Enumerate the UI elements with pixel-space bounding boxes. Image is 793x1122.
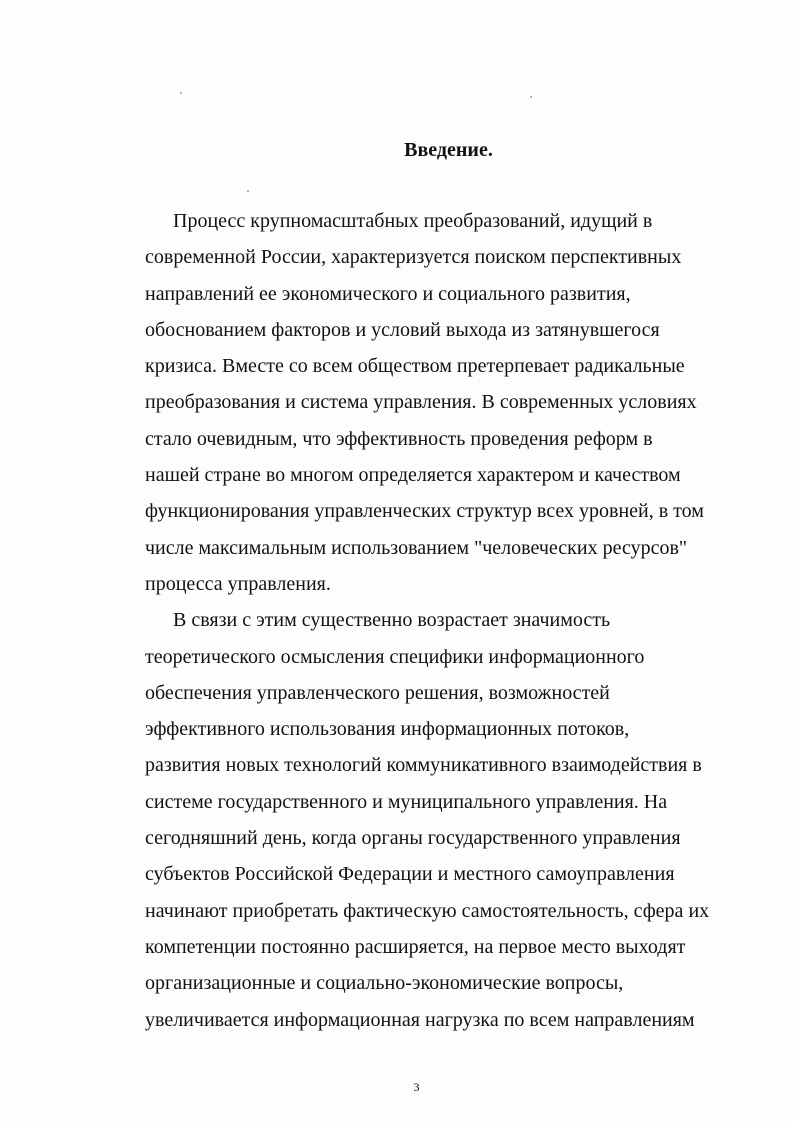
scan-speck [247, 190, 249, 192]
text-line: Процесс крупномасштабных преобразований, идущий в [173, 210, 653, 232]
text-line: числе максимальным использованием "человеческих ресурсов" [145, 536, 688, 559]
section-heading: Введение. [404, 139, 493, 161]
text-line: обеспечения управленческого решения, возможностей [145, 681, 610, 704]
text-line: обоснованием факторов и условий выхода из затянувшегося [145, 318, 660, 341]
text-line: сегодняшний день, когда органы государственного управления [145, 827, 681, 850]
page-number: 3 [413, 1080, 420, 1094]
scan-speck [530, 96, 532, 98]
text-line: функционирования управленческих структур всех уровней, в том [145, 500, 704, 523]
text-line: организационные и социально-экономические вопросы, [145, 972, 624, 995]
text-line: преобразования и система управления. В современных условиях [145, 391, 697, 414]
text-line: нашей стране во многом определяется характером и качеством [145, 464, 681, 487]
text-line: развития новых технологий коммуникативного взаимодействия в [145, 754, 702, 777]
text-line: системе государственного и муниципального управления. На [145, 790, 668, 813]
text-line: современной России, характеризуется поиском перспективных [145, 246, 682, 269]
text-line: субъектов Российской Федерации и местного самоуправления [145, 863, 675, 886]
text-line: В связи с этим существенно возрастает значимость [173, 609, 611, 632]
text-line: стало очевидным, что эффективность проведения реформ в [145, 427, 653, 450]
text-line: компетенции постоянно расширяется, на первое место выходят [145, 935, 686, 958]
text-line: начинают приобретать фактическую самостоятельность, сфера их [145, 899, 710, 922]
body-text [145, 203, 730, 1038]
text-line: эффективного использования информационных потоков, [145, 718, 630, 741]
text-line: процесса управления. [145, 572, 331, 595]
text-line: увеличивается информационная нагрузка по всем направлениям [145, 1008, 695, 1031]
text-line: кризиса. Вместе со всем обществом претерпевает радикальные [145, 355, 685, 378]
scan-speck [180, 92, 182, 94]
text-line: направлений ее экономического и социального развития, [145, 282, 631, 305]
text-line: теоретического осмысления специфики информационного [145, 645, 645, 668]
